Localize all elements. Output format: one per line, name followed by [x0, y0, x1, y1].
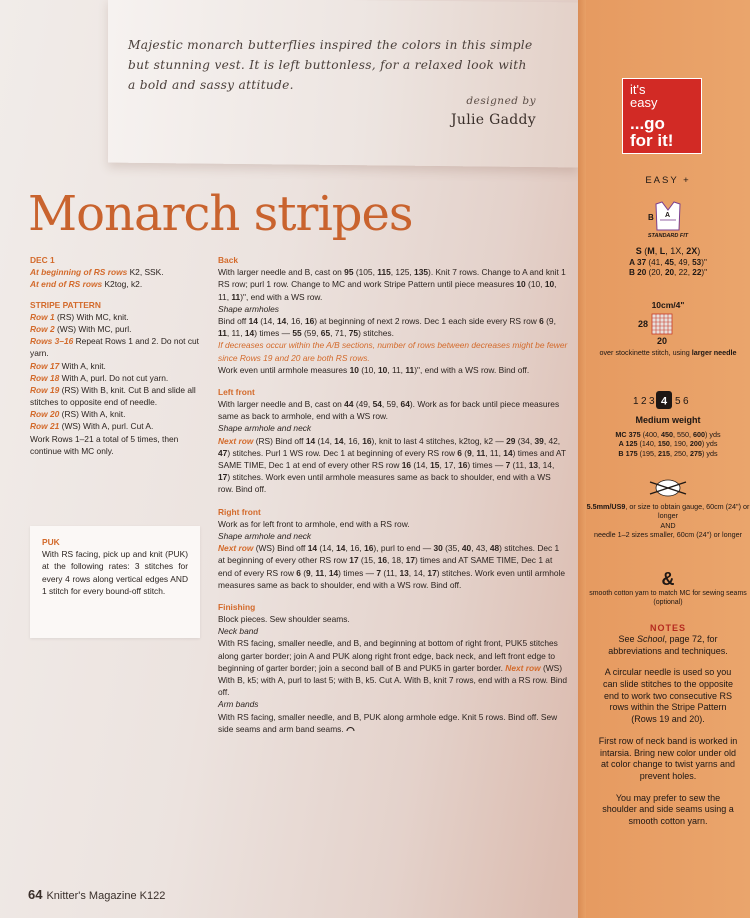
row-text: (RS) With MC, knit.	[54, 311, 129, 322]
row-text: (RS) With A, knit.	[59, 409, 126, 420]
puk-text: With RS facing, pick up and knit (PUK) at the following rates: 3 stitches for every 4 rows along vertical edges AND 1 stitch for every bound-off stitch.	[42, 549, 188, 596]
gauge-graphic	[586, 312, 750, 346]
row-text: With A, knit.	[59, 360, 106, 371]
yarn-weight-scale	[586, 389, 750, 411]
weight-title: Medium weight	[635, 415, 701, 425]
shape-armhole-neck-subhead: Shape armhole and neck	[218, 423, 312, 434]
right-front-heading: Right front	[218, 506, 261, 517]
intro-text: Majestic monarch butterflies inspired the colors in this simple but stunning vest. It is left buttonless, for a relaxed look with a bold and sassy attitude.	[128, 38, 533, 92]
dec1-a-label: At beginning of RS rows	[30, 267, 128, 278]
back-decrease-note: If decreases occur within the A/B sections, number of rows between decreases might be fewer since Rows 19 and 20 are both RS rows.	[218, 340, 568, 363]
stripe-row	[30, 408, 200, 420]
magazine-issue: Knitter's Magazine K122	[46, 890, 166, 902]
left-front-para-1: With larger needle and B, cast on 44 (49, 54, 59, 64). Work as for back until piece measures same as back to armhole, end with a WS row.	[218, 399, 560, 422]
row-text: Repeat Rows 1 and 2. Do not cut yarn.	[30, 336, 199, 359]
yarn-a-line: A 125 (140, 150, 190, 200) yds	[618, 439, 718, 449]
skill-level: EASY +	[645, 175, 691, 186]
vest-icon	[586, 198, 750, 238]
row-text: (WS) With MC, purl.	[54, 323, 132, 334]
back-para-1: With larger needle and B, cast on 95 (105, 115, 125, 135). Knit 7 rows. Change to A and knit 1 RS row; purl 1 row. Change to MC and work Stripe Pattern until piece measures 10 (10, 10, 11, 11)", end with a WS row.	[218, 267, 566, 302]
yarn-b-line: B 175 (195, 215, 250, 275) yds	[618, 448, 718, 458]
sidebar-edge-shade	[578, 0, 586, 918]
stripe-row	[30, 372, 200, 384]
finishing-para-3: With RS facing, smaller needle, and B, PUK along armhole edge. Knit 5 rows. Bind off. Sew side seams and arm band seams.	[218, 711, 558, 734]
dec1-b-text: K2tog, k2.	[102, 279, 143, 290]
next-row-label: Next row	[218, 435, 254, 446]
row-text: (WS) With A, purl. Cut A.	[59, 421, 154, 432]
gauge-title: 10cm/4"	[651, 300, 685, 310]
vest-label-a: A	[665, 212, 671, 219]
vest-schematic	[586, 198, 750, 238]
yarn-amounts	[586, 430, 750, 458]
row-label: Rows 3–16	[30, 336, 74, 347]
stripe-row	[30, 335, 200, 359]
back-para-3: Work even until armhole measures 10 (10, 10, 11, 11)", end with a WS row. Bind off.	[218, 364, 530, 375]
designer-credit	[451, 94, 536, 131]
stripe-row	[30, 311, 200, 323]
sizes-block	[586, 246, 750, 279]
vest-label-b: B	[648, 213, 654, 222]
stripe-heading: STRIPE PATTERN	[30, 299, 101, 310]
sizes-line: S (M, L, 1X, 2X)	[635, 246, 701, 256]
left-front-heading: Left front	[218, 386, 255, 397]
note-item: See School, page 72, for abbreviations and techniques.	[608, 634, 728, 656]
weight-3: 3	[649, 396, 655, 407]
weight-4-selected: 4	[660, 395, 668, 408]
row-text: (RS) With B, knit. Cut B and slide all stitches to opposite end of needle.	[30, 384, 196, 408]
dec1-heading: DEC 1	[30, 255, 55, 265]
abbrev-column	[30, 254, 200, 465]
weight-1: 1	[633, 396, 639, 407]
row-label: Row 20	[30, 409, 60, 420]
needle-text: 5.5mm/US9, or size to obtain gauge, 60cm (24") or longer AND needle 1–2 sizes smaller, 60cm (24") or longer	[586, 502, 750, 540]
designed-by-label: designed by	[466, 95, 536, 107]
puk-heading: PUK	[42, 537, 60, 547]
dec1-block	[30, 254, 200, 291]
weight-6: 6	[683, 396, 689, 407]
note-item: First row of neck band is worked in intarsia. Bring new color under old at color change to twist yarns and prevent holes.	[598, 735, 738, 781]
page-number: 64	[28, 887, 43, 902]
row-label: Row 1	[30, 311, 55, 322]
work-rows-text: Work Rows 1–21 a total of 5 times, then continue with MC only.	[30, 433, 179, 456]
row-label: Row 21	[30, 421, 60, 432]
stripe-row	[30, 420, 200, 432]
weight-scale-icon	[586, 389, 750, 411]
notes-title: NOTES	[649, 623, 686, 633]
arm-bands-subhead: Arm bands	[218, 699, 259, 710]
row-label: Row 17	[30, 360, 60, 371]
back-heading: Back	[218, 255, 239, 265]
needle-graphic	[586, 476, 750, 500]
stripe-pattern-block	[30, 299, 200, 457]
left-front-para-2: Next row (RS) Bind off 14 (14, 14, 16, 16), knit to last 4 stitches, k2tog, k2 — 29 (34, 39, 42, 47) stitches. Purl 1 WS row. Dec 1 at beginning of every RS row 6 (9, 11, 11, 14) times and AT SAME TIME, Dec 1 at end of every other RS row 16 (14, 15, 17, 16) times — 7 (11, 13, 14, 17) stitches. Work even until armhole measures same as back to shoulder, end with a WS row. Bind off.	[218, 435, 566, 495]
instructions-column	[218, 254, 568, 745]
finishing-heading: Finishing	[218, 601, 256, 612]
weight-2: 2	[641, 396, 647, 407]
stripe-row	[30, 323, 200, 335]
shape-armholes-subhead: Shape armholes	[218, 303, 279, 314]
gauge-grid-icon	[586, 312, 750, 346]
measure-a-line: A 37 (41, 45, 49, 53)"	[629, 257, 707, 267]
finishing-para-2: With RS facing, smaller needle, and B, and beginning at bottom of right front, PUK5 stitches along garter border; join A and PUK along right front edge, back neck, and left front edge to beginning of garter border; join a second ball of B and PUK5 in garter border. Next row (WS) With B, k5; with A, purl to last 5; with B, k5. Cut A. With B, knit 7 rows, end with a RS row. Bind off.	[218, 638, 568, 698]
back-section	[218, 254, 568, 376]
dec1-line-b	[30, 278, 200, 290]
row-label: Row 18	[30, 372, 60, 383]
other-materials: smooth cotton yarn to match MC for sewing seams (optional)	[589, 590, 747, 607]
its-easy-badge: it's easy ...go for it!	[622, 78, 702, 154]
row-text: With A, purl. Do not cut yarn.	[59, 372, 169, 383]
gauge-text: over stockinette stitch, using larger needle	[599, 348, 737, 357]
next-row-label: Next row	[218, 543, 254, 554]
fit-label: STANDARD FIT	[647, 233, 689, 238]
notes-list	[598, 634, 738, 838]
row-label: Row 2	[30, 323, 55, 334]
next-row-label: Next row	[505, 662, 541, 673]
crossed-needles-icon	[586, 476, 750, 500]
puk-box	[30, 526, 200, 638]
end-mark-icon	[346, 725, 355, 732]
measure-b-line: B 20 (20, 20, 22, 22)"	[628, 268, 708, 278]
dec1-b-label: At end of RS rows	[30, 279, 103, 290]
right-front-section	[218, 506, 568, 591]
shape-armhole-neck-subhead: Shape armhole and neck	[218, 530, 312, 541]
left-front-section	[218, 386, 568, 496]
right-front-para-1: Work as for left front to armhole, end with a RS row.	[218, 518, 410, 529]
dec1-a-text: K2, SSK.	[127, 267, 164, 278]
pattern-info-sidebar	[578, 0, 750, 918]
page-footer	[28, 886, 165, 905]
dec1-line-a	[30, 266, 200, 278]
back-para-2: Bind off 14 (14, 14, 16, 16) at beginning of next 2 rows. Dec 1 each side every RS row 6 (9, 11, 11, 14) times — 55 (59, 65, 71, 75) stitches.	[218, 315, 556, 339]
gauge-rows: 28	[637, 319, 648, 329]
row-label: Row 19	[30, 384, 60, 395]
note-item: A circular needle is used so you can slide stitches to the opposite end to work two consecutive RS rows within the Stripe Pattern (Rows 19 and 20).	[602, 667, 734, 725]
page-title: Monarch stripes	[28, 186, 413, 242]
note-item: You may prefer to sew the shoulder and side seams using a smooth cotton yarn.	[602, 792, 734, 826]
designer-name: Julie Gaddy	[451, 112, 536, 129]
stripe-row	[30, 384, 200, 408]
weight-5: 5	[675, 396, 681, 407]
gauge-stitches: 20	[656, 336, 668, 346]
stripe-row	[30, 360, 200, 372]
right-front-para-2: Next row (WS) Bind off 14 (14, 14, 16, 16), purl to end — 30 (35, 40, 43, 48) stitches. Dec 1 at beginning of every other RS row 17 (15, 16, 18, 17) times and AT SAME TIME, Dec 1 at end of every RS row 6 (9, 11, 14) times — 7 (11, 13, 14, 17) stitches. Work even until armhole measures same as back to shoulder, end with a WS row. Bind off.	[218, 543, 566, 590]
neck-band-subhead: Neck band	[218, 626, 259, 637]
finishing-para-1: Block pieces. Sew shoulder seams.	[218, 614, 350, 625]
ampersand-icon: &	[661, 569, 675, 589]
finishing-section	[218, 601, 568, 735]
yarn-mc-line: MC 375 (400, 450, 550, 600) yds	[615, 430, 721, 439]
